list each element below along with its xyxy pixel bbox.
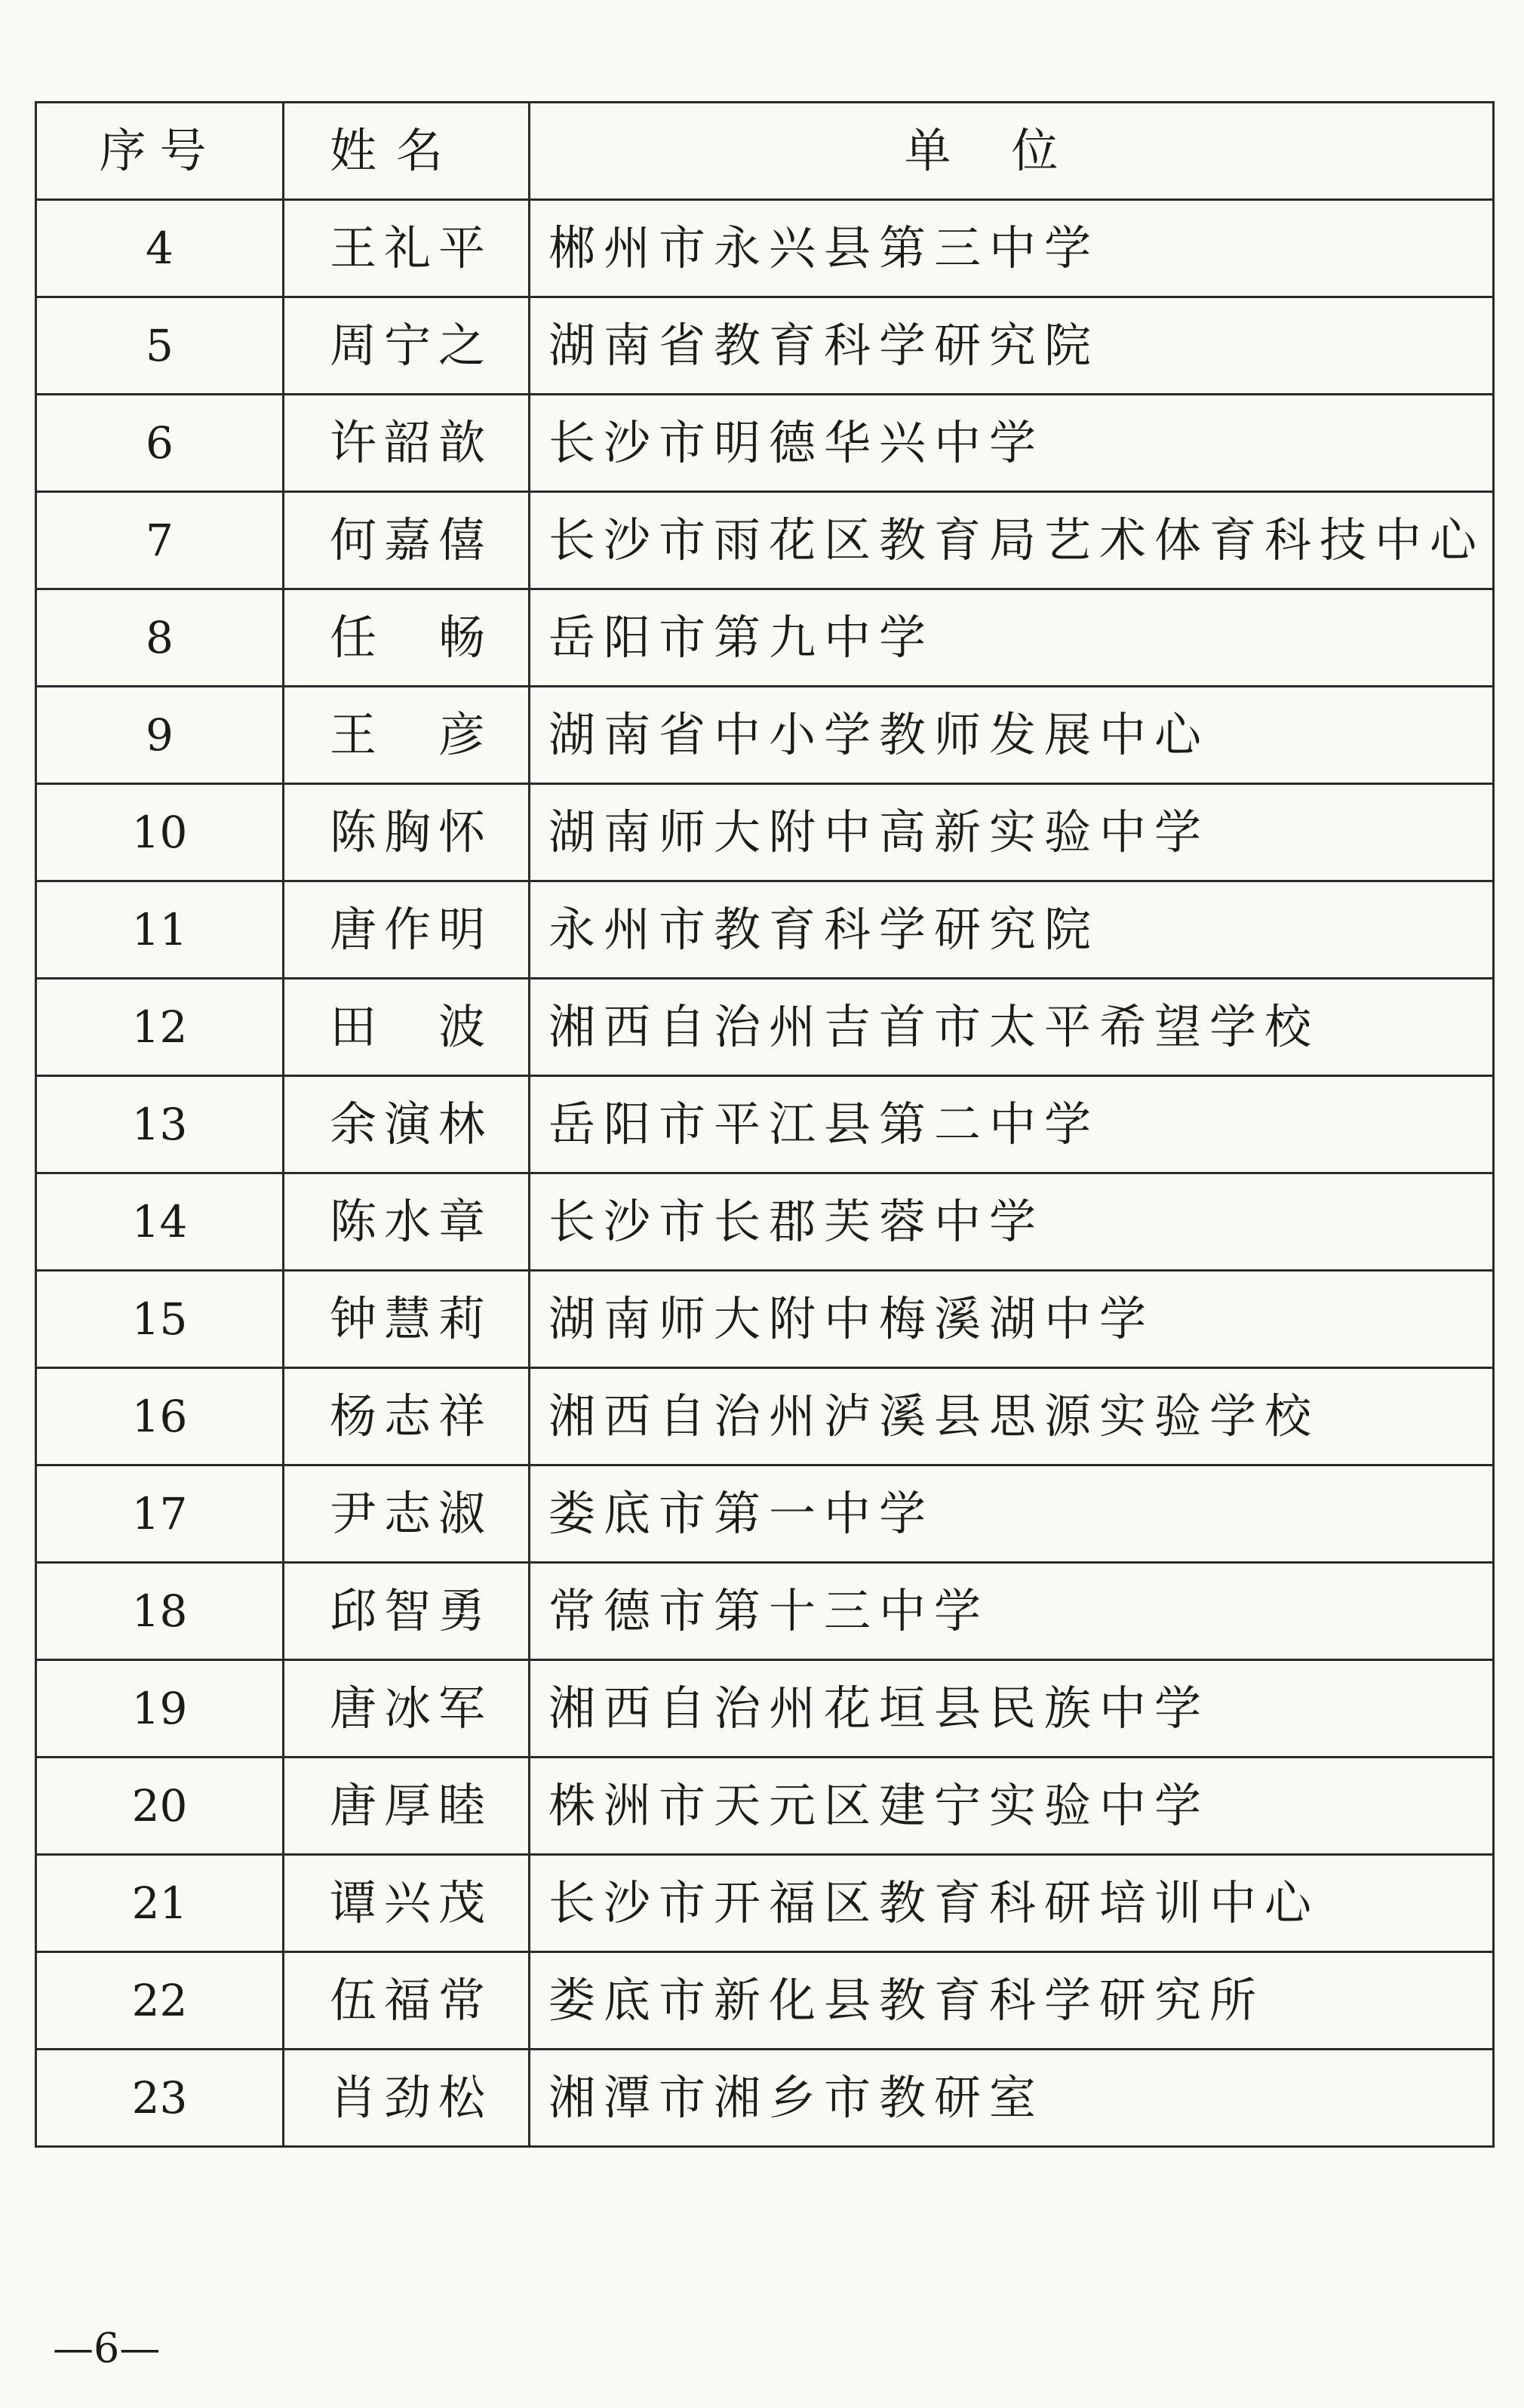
row-unit-cell: 湖南师大附中高新实验中学 — [530, 784, 1494, 881]
row-name-cell: 尹志淑 — [284, 1465, 530, 1563]
row-name-cell: 肖劲松 — [284, 2050, 530, 2147]
table-row — [36, 1660, 1494, 1758]
page-number: —6— — [53, 2324, 161, 2372]
row-unit-cell: 郴州市永兴县第三中学 — [530, 200, 1494, 297]
row-number-cell: 6 — [36, 395, 284, 492]
row-unit-cell: 株洲市天元区建宁实验中学 — [530, 1758, 1494, 1855]
row-number-cell: 22 — [36, 1952, 284, 2050]
row-name-cell: 伍福常 — [284, 1952, 530, 2050]
row-number-cell: 23 — [36, 2050, 284, 2147]
row-name-cell: 王礼平 — [284, 200, 530, 297]
row-name-cell: 唐作明 — [284, 881, 530, 979]
row-unit-cell: 湘潭市湘乡市教研室 — [530, 2050, 1494, 2147]
row-name-cell: 许韶歆 — [284, 395, 530, 492]
row-number-cell: 12 — [36, 979, 284, 1076]
row-unit-cell: 永州市教育科学研究院 — [530, 881, 1494, 979]
table-row — [36, 784, 1494, 881]
table-row — [36, 979, 1494, 1076]
table-row — [36, 1758, 1494, 1855]
table-body — [36, 200, 1494, 2147]
row-unit-cell: 岳阳市平江县第二中学 — [530, 1076, 1494, 1173]
row-number-cell: 5 — [36, 297, 284, 395]
row-number-cell: 8 — [36, 589, 284, 687]
row-number-cell: 13 — [36, 1076, 284, 1173]
row-name-cell: 谭兴茂 — [284, 1855, 530, 1952]
row-name-cell: 唐厚睦 — [284, 1758, 530, 1855]
row-name-cell: 陈胸怀 — [284, 784, 530, 881]
table-row — [36, 589, 1494, 687]
row-number-cell: 7 — [36, 492, 284, 589]
row-number-cell: 18 — [36, 1563, 284, 1660]
row-number-cell: 4 — [36, 200, 284, 297]
table-header-row — [36, 103, 1494, 200]
table-row — [36, 1563, 1494, 1660]
header-number: 序号 — [36, 103, 284, 200]
row-unit-cell: 湖南省中小学教师发展中心 — [530, 687, 1494, 784]
table-row — [36, 881, 1494, 979]
row-unit-cell: 长沙市开福区教育科研培训中心 — [530, 1855, 1494, 1952]
table-row — [36, 297, 1494, 395]
row-unit-cell: 娄底市第一中学 — [530, 1465, 1494, 1563]
row-unit-cell: 湘西自治州吉首市太平希望学校 — [530, 979, 1494, 1076]
row-number-cell: 21 — [36, 1855, 284, 1952]
row-unit-cell: 娄底市新化县教育科学研究所 — [530, 1952, 1494, 2050]
row-number-cell: 17 — [36, 1465, 284, 1563]
row-number-cell: 20 — [36, 1758, 284, 1855]
table-row — [36, 1173, 1494, 1271]
header-unit: 单位 — [530, 103, 1494, 200]
table-row — [36, 1076, 1494, 1173]
row-name-cell: 邱智勇 — [284, 1563, 530, 1660]
table-row — [36, 1952, 1494, 2050]
row-number-cell: 19 — [36, 1660, 284, 1758]
row-name-cell: 唐冰军 — [284, 1660, 530, 1758]
row-unit-cell: 长沙市雨花区教育局艺术体育科技中心 — [530, 492, 1494, 589]
row-number-cell: 14 — [36, 1173, 284, 1271]
table-row — [36, 492, 1494, 589]
table-row — [36, 1368, 1494, 1465]
table-row — [36, 200, 1494, 297]
table-row — [36, 1465, 1494, 1563]
table-row — [36, 687, 1494, 784]
row-unit-cell: 岳阳市第九中学 — [530, 589, 1494, 687]
row-number-cell: 16 — [36, 1368, 284, 1465]
table-row — [36, 1855, 1494, 1952]
table-row — [36, 1271, 1494, 1368]
row-unit-cell: 长沙市明德华兴中学 — [530, 395, 1494, 492]
row-number-cell: 10 — [36, 784, 284, 881]
row-unit-cell: 常德市第十三中学 — [530, 1563, 1494, 1660]
header-name: 姓名 — [284, 103, 530, 200]
row-name-cell: 何嘉僖 — [284, 492, 530, 589]
row-name-cell: 王 彦 — [284, 687, 530, 784]
roster-table — [35, 101, 1495, 2148]
row-unit-cell: 湘西自治州花垣县民族中学 — [530, 1660, 1494, 1758]
row-name-cell: 任 畅 — [284, 589, 530, 687]
table-row — [36, 2050, 1494, 2147]
row-unit-cell: 湘西自治州泸溪县思源实验学校 — [530, 1368, 1494, 1465]
row-name-cell: 田 波 — [284, 979, 530, 1076]
row-name-cell: 周宁之 — [284, 297, 530, 395]
row-name-cell: 钟慧莉 — [284, 1271, 530, 1368]
row-unit-cell: 长沙市长郡芙蓉中学 — [530, 1173, 1494, 1271]
row-number-cell: 11 — [36, 881, 284, 979]
row-number-cell: 9 — [36, 687, 284, 784]
row-number-cell: 15 — [36, 1271, 284, 1368]
row-name-cell: 陈水章 — [284, 1173, 530, 1271]
table-row — [36, 395, 1494, 492]
row-name-cell: 余演林 — [284, 1076, 530, 1173]
row-unit-cell: 湖南师大附中梅溪湖中学 — [530, 1271, 1494, 1368]
row-unit-cell: 湖南省教育科学研究院 — [530, 297, 1494, 395]
row-name-cell: 杨志祥 — [284, 1368, 530, 1465]
